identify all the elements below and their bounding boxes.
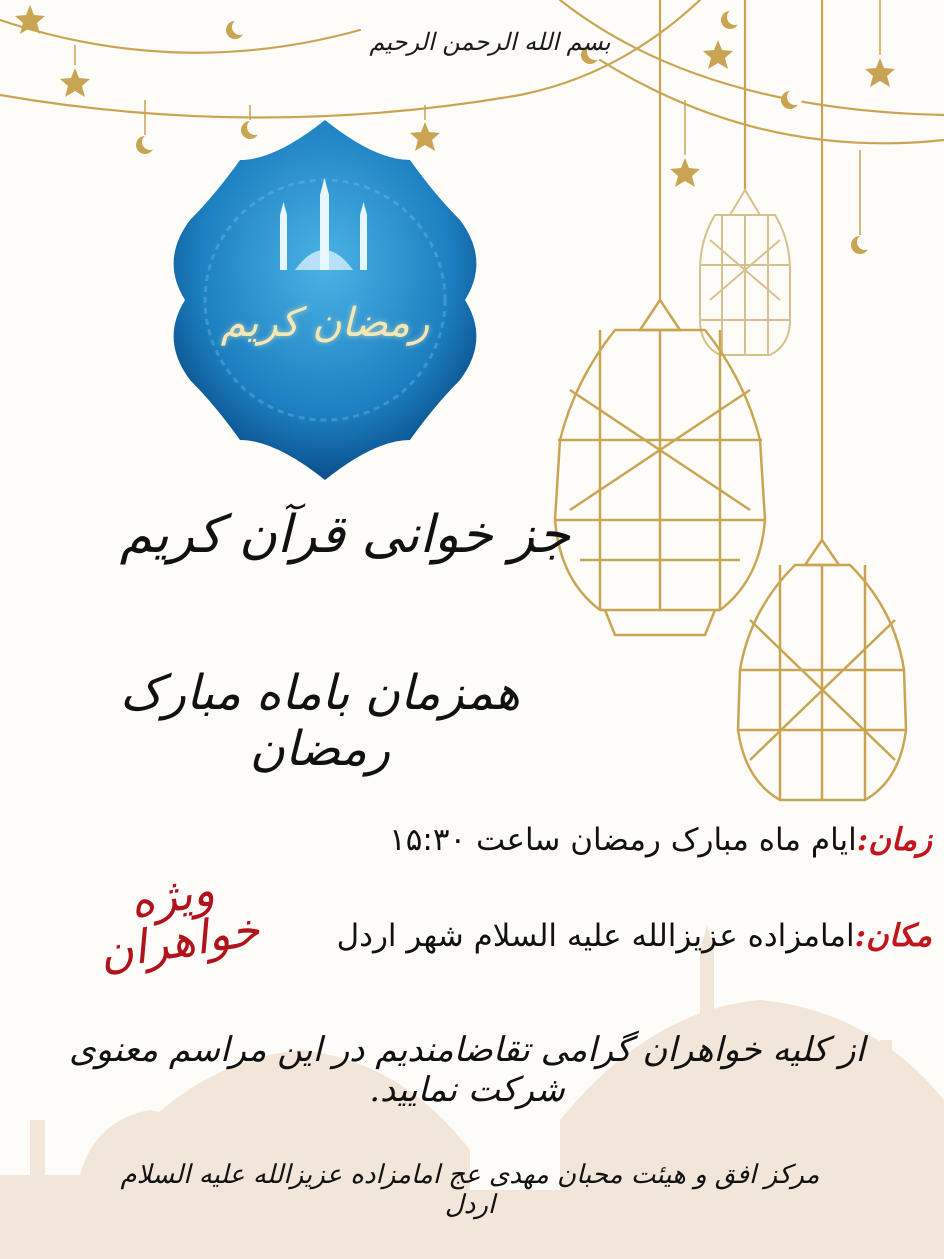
crescent-moon-icon — [226, 19, 248, 39]
star-icon — [670, 158, 700, 187]
crescent-moon-icon — [721, 9, 743, 29]
sisters-only-badge: ویژه خواهران — [95, 862, 264, 981]
time-row — [389, 822, 932, 858]
place-value: امامزاده عزیزالله علیه السلام شهر اردل — [336, 918, 855, 954]
garland-string — [600, 60, 944, 143]
crescent-moon-icon — [136, 134, 158, 154]
event-title: جز خوانی قرآن کریم — [119, 505, 571, 565]
garland-string — [560, 0, 944, 115]
star-icon — [60, 68, 90, 97]
invitation-text: از کلیه خواهران گرامی تقاضامندیم در این مراسم معنوی شرکت نمایید. — [69, 1030, 865, 1110]
star-icon — [703, 40, 733, 69]
time-value: ایام ماه مبارک رمضان ساعت ۱۵:۳۰ — [389, 822, 857, 858]
place-label: مکان: — [854, 918, 932, 954]
ramadan-kareem-calligraphy: رمضان کریم — [220, 300, 430, 346]
crescent-moon-icon — [851, 234, 873, 254]
lantern-icon — [555, 300, 765, 635]
crescent-moon-icon — [781, 89, 803, 109]
event-subtitle: همزمان باماه مبارک رمضان — [119, 665, 521, 777]
time-label: زمان: — [856, 822, 932, 858]
star-icon — [865, 58, 895, 87]
place-row — [337, 918, 932, 954]
lantern-icon — [738, 540, 906, 800]
organizer-text: مرکز افق و هیئت محبان مهدی عج امامزاده عزیزالله علیه السلام اردل — [120, 1160, 820, 1220]
lantern-icon — [700, 190, 790, 355]
bismillah-heading: بسم الله الرحمن الرحیم — [369, 28, 611, 56]
